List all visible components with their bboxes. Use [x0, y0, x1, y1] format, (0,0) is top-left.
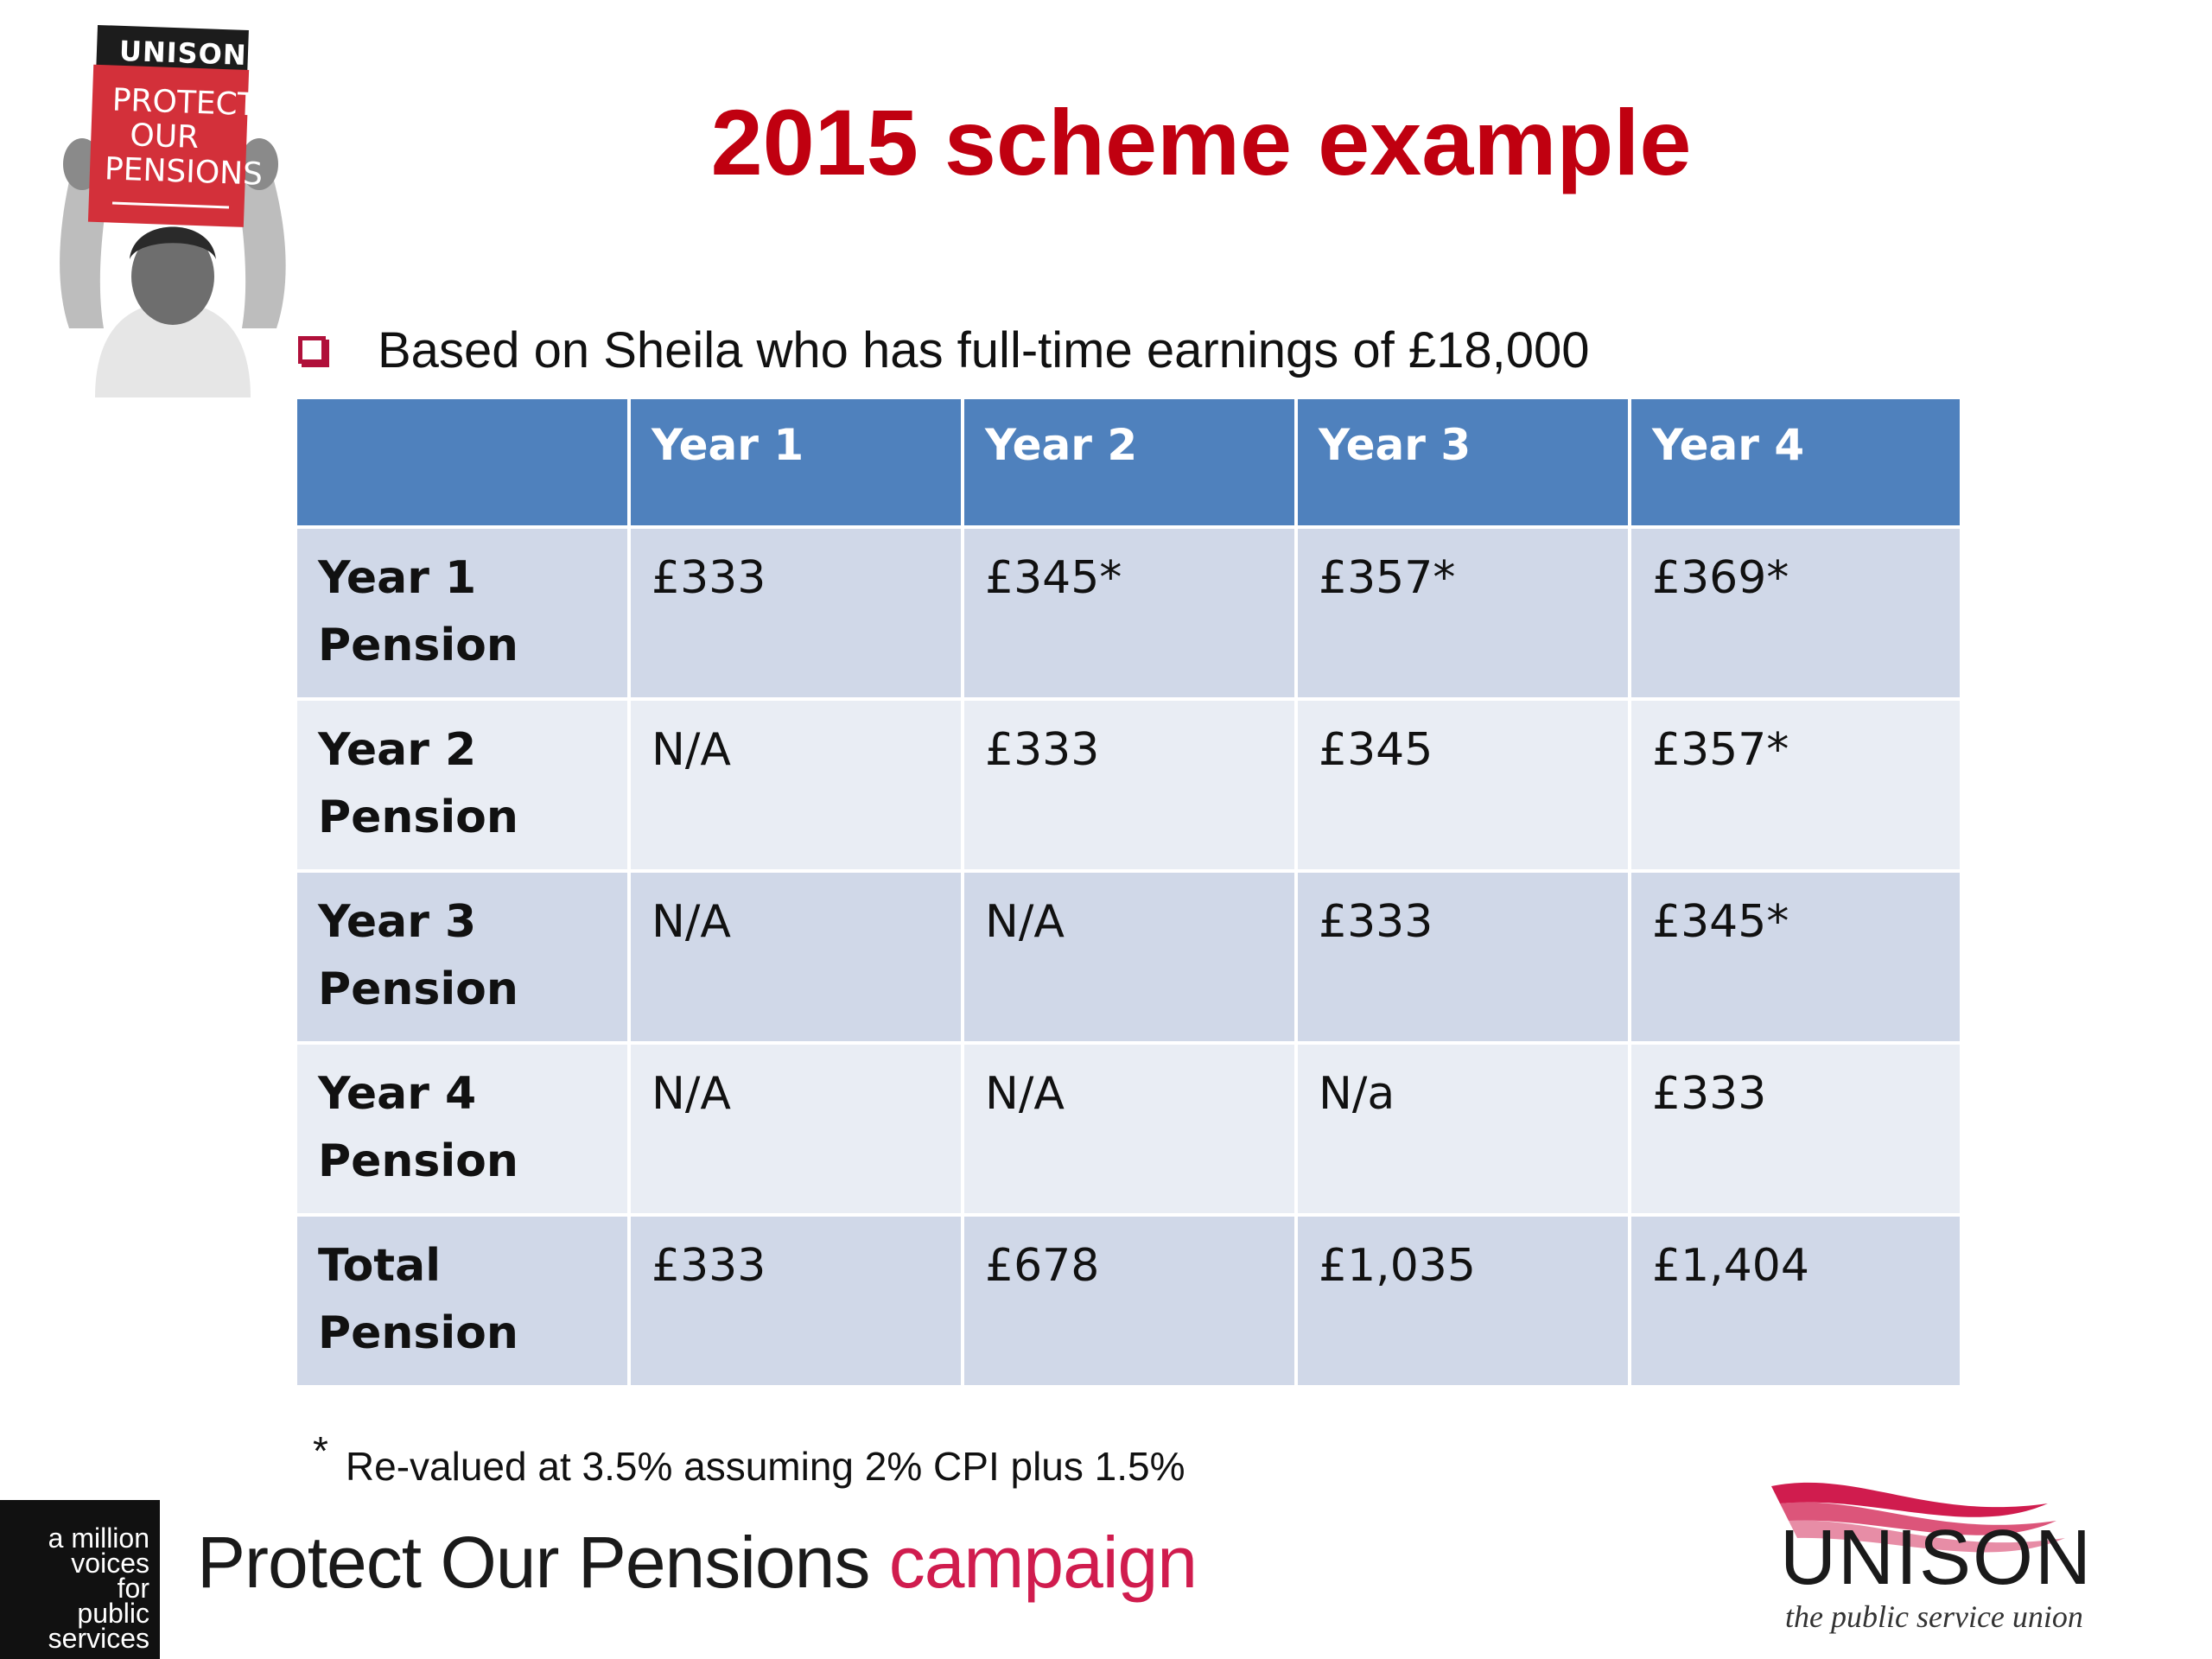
- table-cell: £345*: [1630, 871, 1961, 1043]
- table-cell: N/A: [963, 1043, 1296, 1215]
- header-cell-year-4: Year 4: [1630, 397, 1961, 527]
- badge-line: services: [48, 1623, 149, 1654]
- table-cell: £1,035: [1296, 1215, 1630, 1387]
- poster-line-1: PROTECT: [111, 82, 257, 124]
- table-row: [296, 699, 1961, 871]
- poster-line-3: PENSIONS: [104, 151, 264, 193]
- header-cell-year-3: Year 3: [1296, 397, 1630, 527]
- row-label: [296, 1043, 629, 1215]
- footnote: [313, 1428, 1185, 1490]
- table-cell: £333: [1296, 871, 1630, 1043]
- pension-table: [294, 396, 1963, 1389]
- table-cell: N/a: [1296, 1043, 1630, 1215]
- row-label-line-2: Pension: [318, 1307, 518, 1359]
- header-cell-year-2: Year 2: [963, 397, 1296, 527]
- row-label: [296, 871, 629, 1043]
- table-cell: N/A: [629, 1043, 963, 1215]
- table-row: [296, 1043, 1961, 1215]
- table-cell: £369*: [1630, 527, 1961, 699]
- table-cell: N/A: [963, 871, 1296, 1043]
- table-cell: £333: [629, 1215, 963, 1387]
- table-cell: £345: [1296, 699, 1630, 871]
- row-label-line-2: Pension: [318, 791, 518, 843]
- poster-brand: UNISON: [118, 34, 248, 72]
- badge-line: a million: [48, 1522, 149, 1554]
- unison-logo-tagline: the public service union: [1785, 1599, 2083, 1634]
- table-cell: £678: [963, 1215, 1296, 1387]
- header-cell-year-1: Year 1: [629, 397, 963, 527]
- table-header-row: [296, 397, 1961, 527]
- row-label-line-1: Year 4: [318, 1068, 477, 1120]
- campaign-footer: [197, 1521, 1197, 1605]
- bullet-item: [298, 320, 1590, 380]
- campaign-accent-text: campaign: [888, 1522, 1197, 1603]
- table-cell: N/A: [629, 871, 963, 1043]
- badge-line: for: [117, 1573, 149, 1604]
- badge-line: voices: [71, 1548, 149, 1579]
- unison-logo-word: UNISON: [1780, 1515, 2094, 1601]
- row-label-line-1: Year 2: [318, 724, 477, 776]
- campaign-main-text: Protect Our Pensions: [197, 1522, 889, 1603]
- million-voices-badge: [0, 1500, 160, 1659]
- footnote-marker: *: [313, 1428, 328, 1473]
- row-label-line-1: Year 3: [318, 896, 477, 948]
- poster-line-2: OUR: [129, 118, 200, 156]
- table-cell: £333: [963, 699, 1296, 871]
- protester-photo: [43, 17, 302, 397]
- row-label: [296, 1215, 629, 1387]
- row-label-line-2: Pension: [318, 963, 518, 1015]
- table-row: [296, 527, 1961, 699]
- page-title: 2015 scheme example: [710, 90, 1692, 194]
- row-label-line-2: Pension: [318, 620, 518, 671]
- table-cell: £357*: [1296, 527, 1630, 699]
- table-cell: £333: [1630, 1043, 1961, 1215]
- table-row-total: [296, 1215, 1961, 1387]
- checkbox-bullet-icon: [298, 336, 326, 364]
- table-cell: £357*: [1630, 699, 1961, 871]
- bullet-text: Based on Sheila who has full-time earnings of £18,000: [378, 321, 1590, 378]
- row-label: [296, 527, 629, 699]
- footnote-text: Re-valued at 3.5% assuming 2% CPI plus 1.5%: [345, 1444, 1185, 1489]
- badge-line: public: [77, 1598, 149, 1629]
- table-cell: £1,404: [1630, 1215, 1961, 1387]
- table-cell: N/A: [629, 699, 963, 871]
- header-cell-empty: [296, 397, 629, 527]
- row-label-line-1: Total: [318, 1240, 442, 1292]
- row-label-line-1: Year 1: [318, 552, 477, 604]
- row-label: [296, 699, 629, 871]
- table-cell: £333: [629, 527, 963, 699]
- row-label-line-2: Pension: [318, 1135, 518, 1187]
- table-row: [296, 871, 1961, 1043]
- table-cell: £345*: [963, 527, 1296, 699]
